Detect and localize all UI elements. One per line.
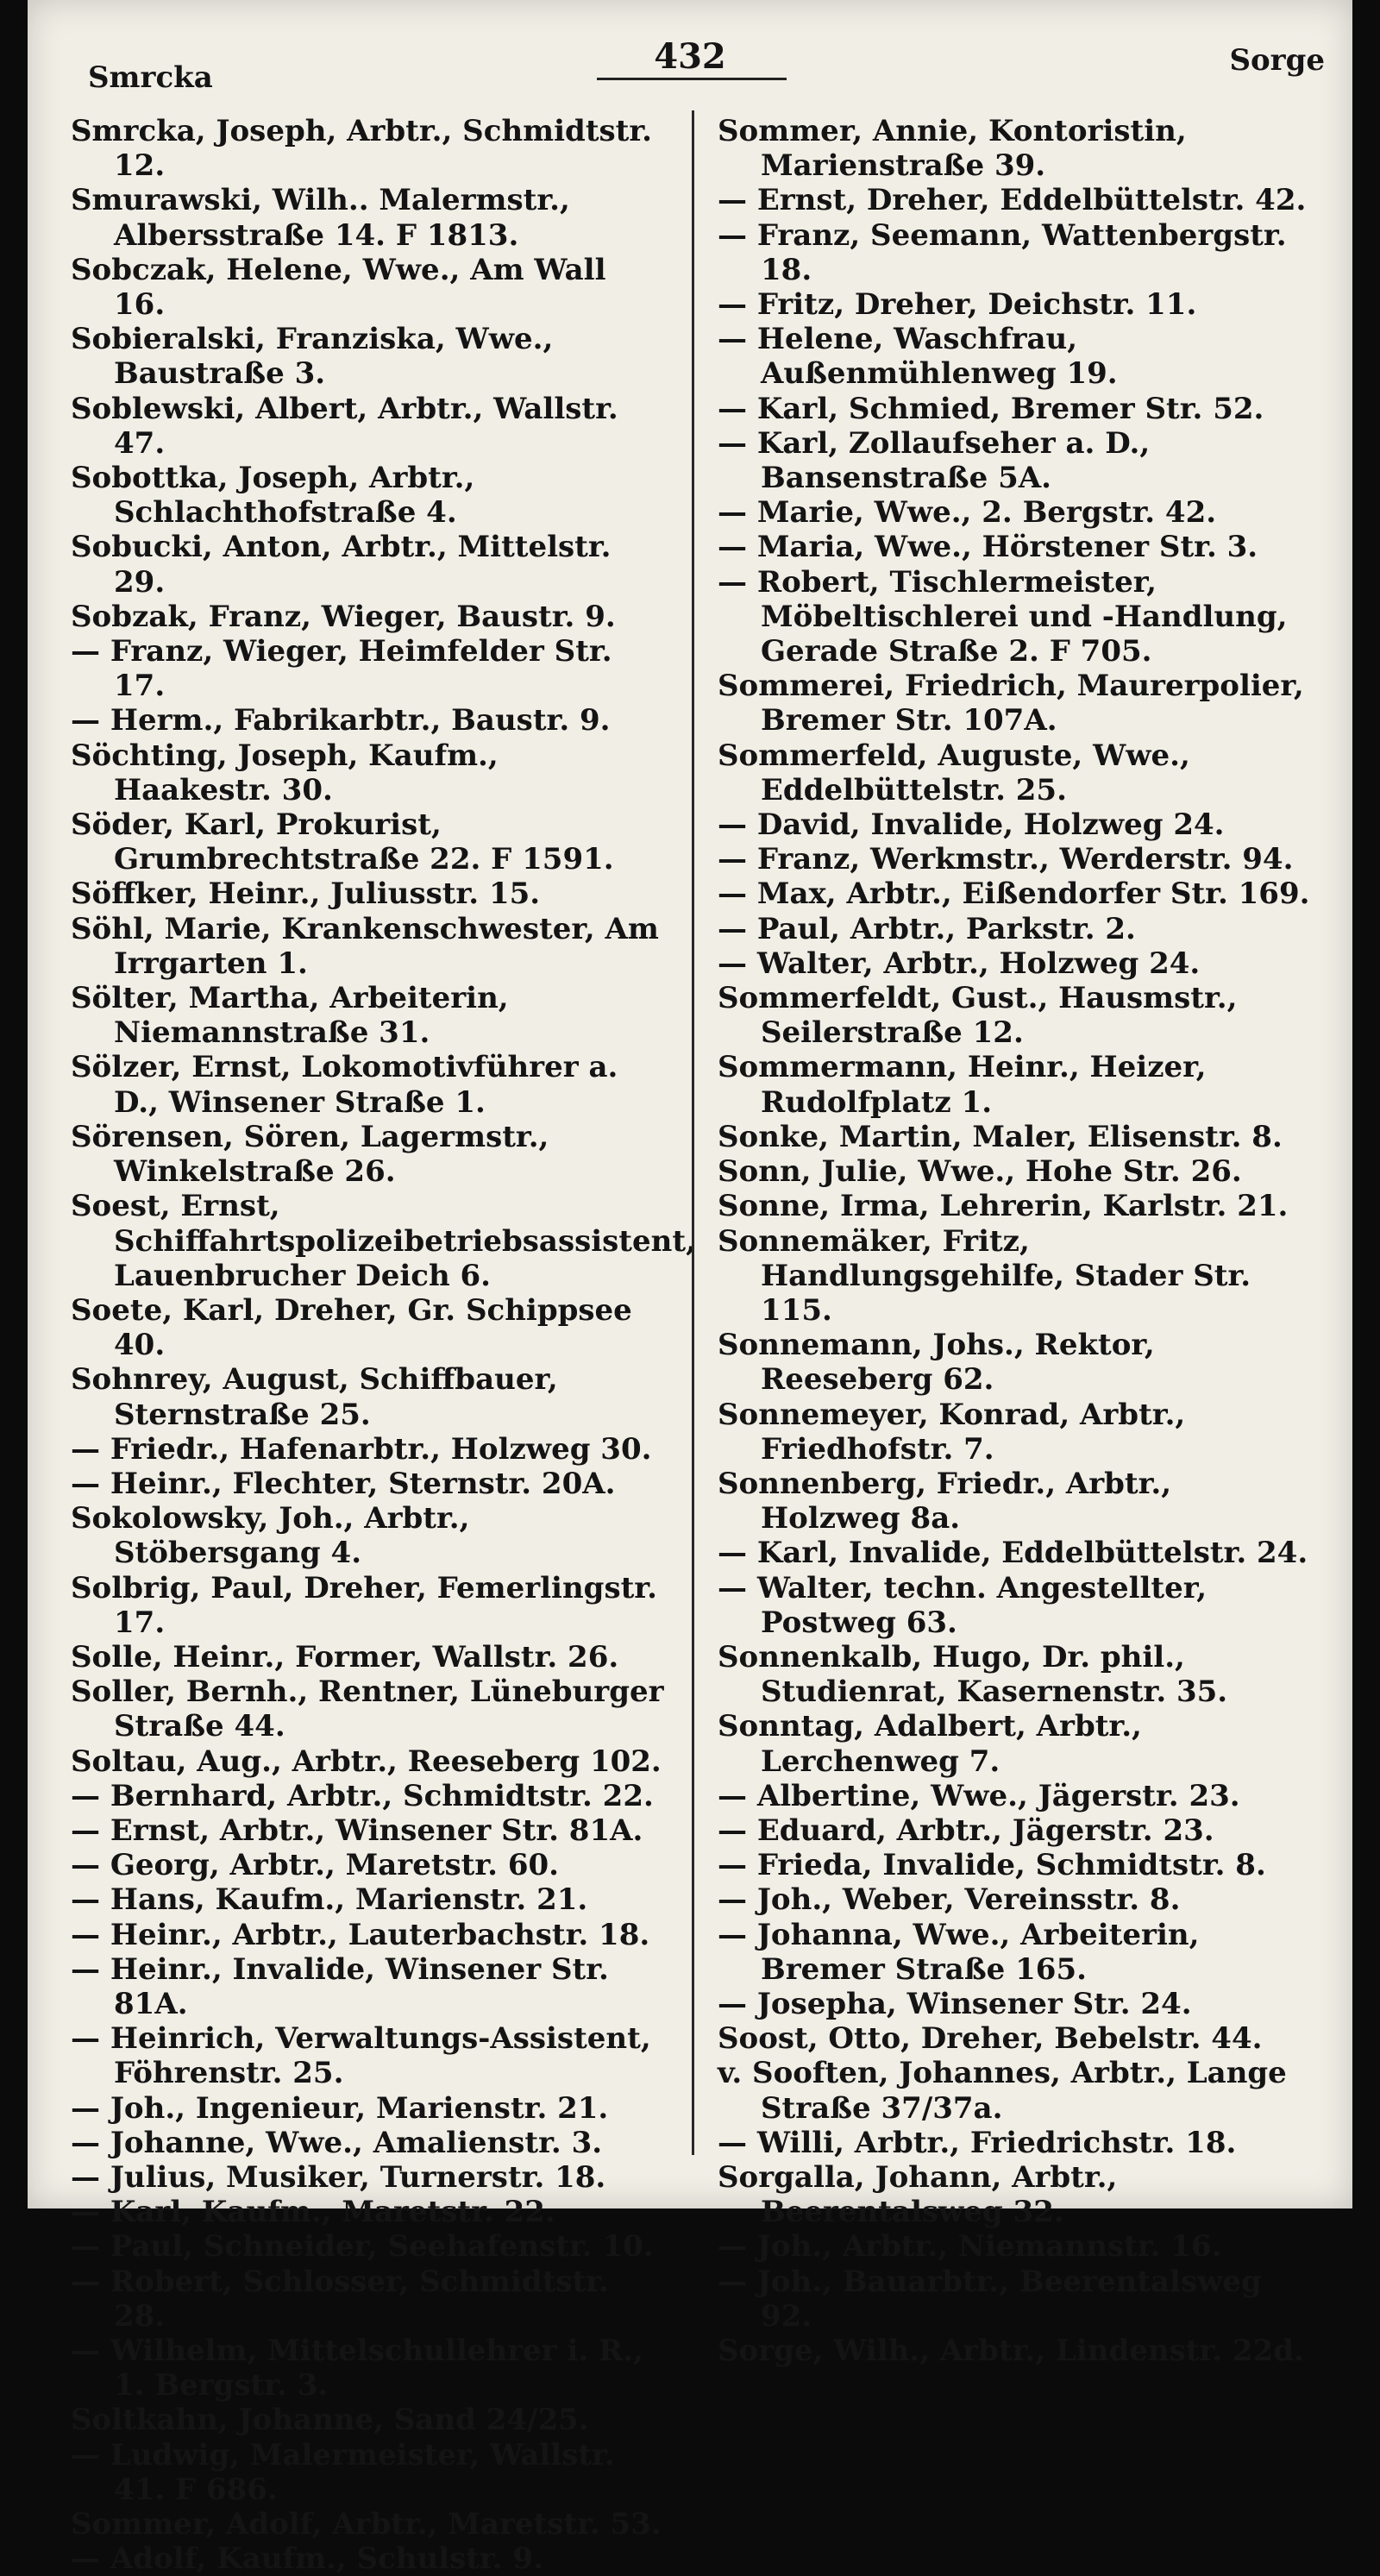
directory-entry: — Heinr., Flechter, Sternstr. 20A. [71,1466,616,1501]
directory-entry: Soblewski, Albert, Arbtr., Wallstr. 47. [71,391,618,461]
directory-entry: — David, Invalide, Holzweg 24. [718,807,1225,843]
directory-entry: Sommermann, Heinr., Heizer, Rudolfplatz 1. [718,1050,1207,1120]
directory-entry: — Georg, Arbtr., Maretstr. 60. [71,1848,559,1883]
left-column [71,114,696,2576]
directory-entry: — Robert, Schlosser, Schmidtstr. 28. [71,2264,609,2334]
directory-entry: — Franz, Seemann, Wattenbergstr. 18. [718,217,1287,287]
directory-entry: — Franz, Wieger, Heimfelder Str. 17. [71,634,612,704]
directory-entry: — Fritz, Dreher, Deichstr. 11. [718,287,1197,323]
directory-entry: Soest, Ernst, Schiffahrtspolizeibetriebsassistent, Lauenbrucher Deich 6. [71,1189,696,1293]
directory-entry: — Max, Arbtr., Eißendorfer Str. 169. [718,876,1310,912]
directory-entry: — Julius, Musiker, Turnerstr. 18. [71,2159,606,2195]
page-header [62,26,1325,95]
directory-entry: Söhl, Marie, Krankenschwester, Am Irrgarten 1. [71,911,659,981]
directory-entry: Sommerfeld, Auguste, Wwe., Eddelbüttelstr. 25. [718,738,1190,807]
directory-entry: Solbrig, Paul, Dreher, Femerlingstr. 17. [71,1570,657,1640]
directory-entry: Smurawski, Wilh.. Malermstr., Albersstraße 14. F 1813. [71,183,570,253]
directory-page [28,0,1352,2576]
directory-entry: — Johanna, Wwe., Arbeiterin, Bremer Straße 165. [718,1917,1200,1987]
directory-entry: — Albertine, Wwe., Jägerstr. 23. [718,1778,1240,1813]
directory-entry: Soltau, Aug., Arbtr., Reeseberg 102. [71,1744,662,1779]
directory-entry: — Karl, Invalide, Eddelbüttelstr. 24. [718,1536,1308,1571]
directory-entry: v. Sooften, Johannes, Arbtr., Lange Straße 37/37a. [718,2056,1287,2126]
directory-entry: Sölzer, Ernst, Lokomotivführer a. D., Winsener Straße 1. [71,1050,618,1120]
directory-entry: Sobzak, Franz, Wieger, Baustr. 9. [71,599,616,634]
directory-entry: — Joh., Ingenieur, Marienstr. 21. [71,2090,609,2126]
directory-entry: — Karl, Zollaufseher a. D., Bansenstraße 5A. [718,425,1151,496]
directory-entry: Sommer, Annie, Kontoristin, Marienstraße 39. [718,114,1187,184]
directory-entry: Sommerei, Friedrich, Maurerpolier, Bremer Str. 107A. [718,669,1304,738]
directory-entry: Sobczak, Helene, Wwe., Am Wall 16. [71,252,606,323]
directory-entry: — Paul, Schneider, Seehafenstr. 10. [71,2229,654,2265]
directory-entry: — Herm., Fabrikarbtr., Baustr. 9. [71,703,611,738]
directory-entry: Söffker, Heinr., Juliusstr. 15. [71,876,541,912]
directory-entry: Söchting, Joseph, Kaufm., Haakestr. 30. [71,738,499,807]
directory-entry: Soost, Otto, Dreher, Bebelstr. 44. [718,2021,1263,2057]
page-number: 432 [654,36,726,77]
header-right-keyword: Sorge [1229,43,1325,78]
directory-entry: Sonnenkalb, Hugo, Dr. phil., Studienrat, Kasernenstr. 35. [718,1639,1228,1710]
directory-entry: — Joh., Bauarbtr., Beerentalsweg 92. [718,2264,1262,2334]
directory-entry: Sonne, Irma, Lehrerin, Karlstr. 21. [718,1189,1289,1224]
directory-entry: — Ernst, Dreher, Eddelbüttelstr. 42. [718,183,1307,218]
directory-entry: — Heinr., Invalide, Winsener Str. 81A. [71,1951,609,2021]
directory-entry: — Ernst, Arbtr., Winsener Str. 81A. [71,1813,643,1848]
directory-entry: Sörensen, Sören, Lagermstr., Winkelstraße 26. [71,1119,549,1190]
header-rule [597,78,787,80]
directory-entry: — Joh., Weber, Vereinsstr. 8. [718,1882,1181,1918]
directory-entry: — Ludwig, Malermeister, Wallstr. 41. F 686. [71,2437,615,2507]
directory-entry: Sobieralski, Franziska, Wwe., Baustraße 3. [71,322,554,392]
directory-entry: — Karl, Schmied, Bremer Str. 52. [718,391,1264,426]
directory-entry: Sonnemäker, Fritz, Handlungsgehilfe, Stader Str. 115. [718,1223,1251,1328]
directory-entry: Sorge, Wilh., Arbtr., Lindenstr. 22d. [718,2334,1304,2368]
directory-entry: — Franz, Werkmstr., Werderstr. 94. [718,842,1294,877]
directory-entry: — Marie, Wwe., 2. Bergstr. 42. [718,495,1217,531]
directory-entry: — Frieda, Invalide, Schmidtstr. 8. [718,1848,1266,1883]
column-divider [692,110,694,2155]
directory-entry: Sonnemeyer, Konrad, Arbtr., Friedhofstr. 7. [718,1397,1186,1467]
directory-entry: Sonke, Martin, Maler, Elisenstr. 8. [718,1119,1283,1154]
directory-entry: — Karl, Kaufm., Maretstr. 22. [71,2195,555,2230]
directory-entry: Sommer, Adolf, Arbtr., Maretstr. 53. [71,2507,662,2542]
directory-entry: Sonntag, Adalbert, Arbtr., Lerchenweg 7. [718,1709,1142,1779]
directory-entry: Sommerfeldt, Gust., Hausmstr., Seilerstraße 12. [718,981,1238,1051]
directory-entry: Söder, Karl, Prokurist, Grumbrechtstraße 22. F 1591. [71,807,614,877]
directory-entry: Smrcka, Joseph, Arbtr., Schmidtstr. 12. [71,114,653,184]
directory-entry: — Willi, Arbtr., Friedrichstr. 18. [718,2125,1237,2160]
directory-entry: Solle, Heinr., Former, Wallstr. 26. [71,1639,619,1674]
directory-entry: Sölter, Martha, Arbeiterin, Niemannstraße 31. [71,981,509,1051]
directory-entry: Sobucki, Anton, Arbtr., Mittelstr. 29. [71,530,612,600]
directory-entry: Sonnenberg, Friedr., Arbtr., Holzweg 8a. [718,1466,1172,1536]
directory-entry: Sonn, Julie, Wwe., Hohe Str. 26. [718,1154,1242,1190]
directory-entry: — Bernhard, Arbtr., Schmidtstr. 22. [71,1778,654,1813]
header-left-keyword: Smrcka [88,60,213,95]
directory-entry: — Johanne, Wwe., Amalienstr. 3. [71,2125,603,2160]
directory-entry: — Walter, techn. Angestellter, Postweg 63. [718,1570,1208,1640]
directory-entry: — Wilhelm, Mittelschullehrer i. R., 1. Bergstr. 3. [71,2334,643,2403]
directory-entry: Sokolowsky, Joh., Arbtr., Stöbersgang 4. [71,1501,470,1571]
directory-entry: — Robert, Tischlermeister, Möbeltischlerei und -Handlung, Gerade Straße 2. F 705. [718,564,1288,669]
directory-entry: — Helene, Waschfrau, Außenmühlenweg 19. [718,322,1118,392]
directory-entry: Soltkahn, Johanne, Sand 24/25. [71,2403,589,2438]
directory-entry: Sobottka, Joseph, Arbtr., Schlachthofstraße 4. [71,461,475,531]
directory-entry: Sohnrey, August, Schiffbauer, Sternstraße 25. [71,1362,558,1432]
directory-entry: Soete, Karl, Dreher, Gr. Schippsee 40. [71,1292,632,1363]
directory-entry: — Walter, Arbtr., Holzweg 24. [718,946,1201,981]
right-column [718,114,1313,2368]
directory-entry: — Paul, Arbtr., Parkstr. 2. [718,911,1136,946]
directory-entry: — Heinrich, Verwaltungs-Assistent, Föhrenstr. 25. [71,2021,651,2091]
directory-entry: — Josepha, Winsener Str. 24. [718,1986,1192,2021]
directory-entry: Soller, Bernh., Rentner, Lüneburger Straße 44. [71,1674,664,1744]
directory-entry: — Adolf, Kaufm., Schulstr. 9. [71,2541,543,2576]
directory-entry: Sonnemann, Johs., Rektor, Reeseberg 62. [718,1328,1155,1398]
directory-entry: — Heinr., Arbtr., Lauterbachstr. 18. [71,1917,650,1952]
directory-entry: Sorgalla, Johann, Arbtr., Beerentalsweg 32. [718,2159,1118,2230]
directory-entry: — Maria, Wwe., Hörstener Str. 3. [718,530,1258,565]
directory-entry: — Joh., Arbtr., Niemannstr. 16. [718,2229,1222,2265]
directory-entry: — Hans, Kaufm., Marienstr. 21. [71,1882,588,1918]
directory-entry: — Friedr., Hafenarbtr., Holzweg 30. [71,1431,652,1467]
directory-entry: — Eduard, Arbtr., Jägerstr. 23. [718,1813,1214,1848]
